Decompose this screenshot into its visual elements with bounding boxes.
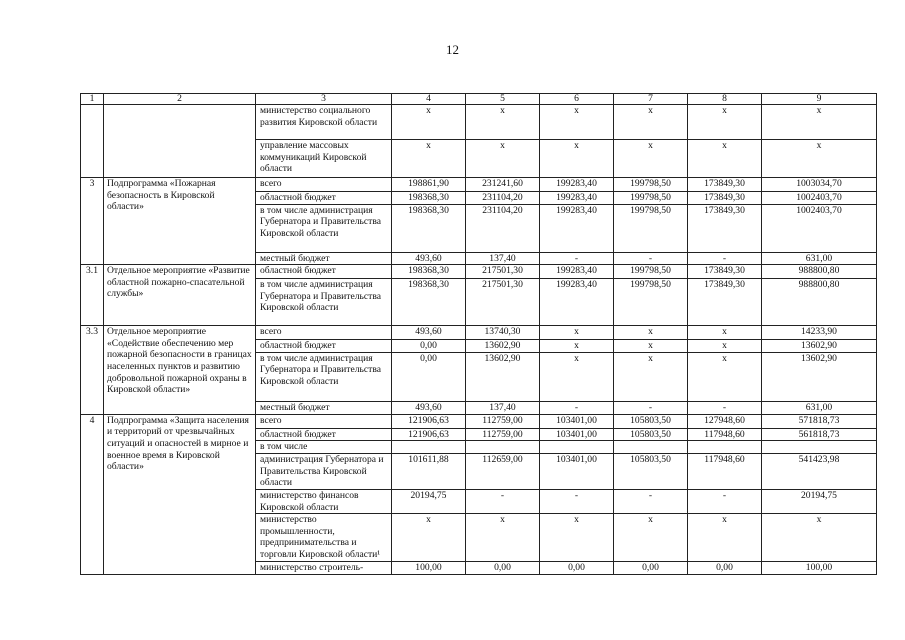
amount-cell: 13602,90 [762, 340, 877, 353]
table-row [81, 326, 877, 340]
funding-source-cell: местный бюджет [256, 401, 392, 414]
amount-cell: 13602,90 [466, 352, 540, 401]
table-row [81, 265, 877, 279]
header-cell: 3 [256, 94, 392, 105]
amount-cell: x [762, 105, 877, 140]
amount-cell: 112759,00 [466, 414, 540, 428]
amount-cell: 0,00 [392, 340, 466, 353]
amount-cell: 20194,75 [392, 489, 466, 513]
amount-cell: 0,00 [392, 352, 466, 401]
page-number: 12 [446, 42, 459, 57]
amount-cell: 631,00 [762, 252, 877, 265]
amount-cell: x [614, 140, 688, 178]
amount-cell: 137,40 [466, 401, 540, 414]
amount-cell: 199798,50 [614, 279, 688, 326]
amount-cell: 493,60 [392, 252, 466, 265]
funding-source-cell: в том числе администрация Губернатора и Правительства Кировской области [256, 279, 392, 326]
amount-cell: x [392, 140, 466, 178]
amount-cell: 988800,80 [762, 279, 877, 326]
amount-cell: 199283,40 [540, 265, 614, 279]
amount-cell: 173849,30 [688, 265, 762, 279]
amount-cell: 100,00 [762, 562, 877, 575]
funding-source-cell: областной бюджет [256, 428, 392, 441]
amount-cell: 199798,50 [614, 265, 688, 279]
amount-cell: x [614, 326, 688, 340]
amount-cell: x [540, 140, 614, 178]
header-cell: 4 [392, 94, 466, 105]
header-cell: 9 [762, 94, 877, 105]
amount-cell: 631,00 [762, 401, 877, 414]
amount-cell: 541423,98 [762, 453, 877, 489]
amount-cell: - [540, 489, 614, 513]
amount-cell: x [762, 514, 877, 562]
amount-cell: 198861,90 [392, 178, 466, 192]
amount-cell: 1002403,70 [762, 192, 877, 205]
amount-cell: 199283,40 [540, 192, 614, 205]
table-row [81, 178, 877, 192]
amount-cell: 112659,00 [466, 453, 540, 489]
amount-cell: 493,60 [392, 401, 466, 414]
amount-cell: - [614, 401, 688, 414]
funding-source-cell: областной бюджет [256, 192, 392, 205]
funding-source-cell: областной бюджет [256, 340, 392, 353]
amount-cell: x [688, 352, 762, 401]
funding-source-cell: всего [256, 414, 392, 428]
amount-cell: 198368,30 [392, 279, 466, 326]
amount-cell: 199283,40 [540, 204, 614, 252]
funding-source-cell: администрация Губернатора и Правительства Кировской области [256, 453, 392, 489]
funding-source-cell: местный бюджет [256, 252, 392, 265]
amount-cell: 14233,90 [762, 326, 877, 340]
amount-cell: 173849,30 [688, 204, 762, 252]
amount-cell: 1003034,70 [762, 178, 877, 192]
funding-source-cell: министерство строитель- [256, 562, 392, 575]
amount-cell: x [466, 105, 540, 140]
amount-cell: 13740,30 [466, 326, 540, 340]
header-cell: 8 [688, 94, 762, 105]
amount-cell: 199798,50 [614, 204, 688, 252]
amount-cell: 199798,50 [614, 192, 688, 205]
funding-source-cell: министерство финансов Кировской области [256, 489, 392, 513]
header-row [81, 94, 877, 105]
program-name-cell [104, 105, 256, 178]
amount-cell: x [614, 105, 688, 140]
amount-cell: 137,40 [466, 252, 540, 265]
amount-cell: 20194,75 [762, 489, 877, 513]
funding-source-cell: министерство промышленности, предпринимательства и торговли Кировской области¹ [256, 514, 392, 562]
header-cell: 6 [540, 94, 614, 105]
amount-cell: x [466, 140, 540, 178]
funding-source-cell: всего [256, 326, 392, 340]
amount-cell: 100,00 [392, 562, 466, 575]
amount-cell: x [688, 340, 762, 353]
amount-cell: x [466, 514, 540, 562]
amount-cell: 231104,20 [466, 204, 540, 252]
amount-cell: x [688, 140, 762, 178]
amount-cell [614, 441, 688, 454]
funding-source-cell: всего [256, 178, 392, 192]
amount-cell: 127948,60 [688, 414, 762, 428]
amount-cell: 117948,60 [688, 453, 762, 489]
amount-cell: 217501,30 [466, 265, 540, 279]
amount-cell: x [688, 326, 762, 340]
amount-cell: 0,00 [466, 562, 540, 575]
amount-cell: 561818,73 [762, 428, 877, 441]
amount-cell: - [466, 489, 540, 513]
amount-cell: 199283,40 [540, 279, 614, 326]
amount-cell: 0,00 [614, 562, 688, 575]
amount-cell: 112759,00 [466, 428, 540, 441]
amount-cell: x [614, 514, 688, 562]
amount-cell: 199283,40 [540, 178, 614, 192]
amount-cell: 121906,63 [392, 414, 466, 428]
amount-cell: - [688, 401, 762, 414]
amount-cell: 103401,00 [540, 414, 614, 428]
amount-cell: x [614, 352, 688, 401]
row-number-cell: 3.3 [81, 326, 104, 415]
amount-cell [688, 441, 762, 454]
amount-cell: 173849,30 [688, 279, 762, 326]
amount-cell: x [540, 326, 614, 340]
funding-source-cell: в том числе [256, 441, 392, 454]
amount-cell: x [688, 514, 762, 562]
amount-cell: x [540, 105, 614, 140]
amount-cell: x [688, 105, 762, 140]
amount-cell: 173849,30 [688, 178, 762, 192]
amount-cell: 121906,63 [392, 428, 466, 441]
amount-cell [392, 441, 466, 454]
amount-cell: - [688, 489, 762, 513]
amount-cell: 988800,80 [762, 265, 877, 279]
header-cell: 5 [466, 94, 540, 105]
program-name-cell: Подпрограмма «Защита населения и территорий от чрезвычайных ситуаций и опасностей в мирное и военное время в Кировской области» [104, 414, 256, 574]
amount-cell: 198368,30 [392, 192, 466, 205]
amount-cell: 199798,50 [614, 178, 688, 192]
amount-cell [762, 441, 877, 454]
amount-cell: 105803,50 [614, 414, 688, 428]
header-cell: 1 [81, 94, 104, 105]
amount-cell: x [540, 352, 614, 401]
amount-cell: 217501,30 [466, 279, 540, 326]
program-name-cell: Отдельное мероприятие «Содействие обеспечению мер пожарной безопасности в границах населенных пунктов и развитию добровольной пожарной охраны в Кировской области» [104, 326, 256, 415]
amount-cell: 103401,00 [540, 428, 614, 441]
amount-cell [540, 441, 614, 454]
amount-cell: x [392, 514, 466, 562]
budget-table [80, 93, 877, 575]
funding-source-cell: министерство социального развития Кировской области [256, 105, 392, 140]
amount-cell: 117948,60 [688, 428, 762, 441]
amount-cell: - [540, 252, 614, 265]
row-number-cell: 3 [81, 178, 104, 265]
amount-cell: 103401,00 [540, 453, 614, 489]
amount-cell: x [762, 140, 877, 178]
table-row [81, 105, 877, 140]
funding-source-cell: управление массовых коммуникаций Кировской области [256, 140, 392, 178]
amount-cell: x [614, 340, 688, 353]
amount-cell: 198368,30 [392, 204, 466, 252]
funding-source-cell: областной бюджет [256, 265, 392, 279]
amount-cell: 105803,50 [614, 428, 688, 441]
amount-cell: 0,00 [688, 562, 762, 575]
amount-cell: 101611,88 [392, 453, 466, 489]
amount-cell: 13602,90 [466, 340, 540, 353]
amount-cell: 198368,30 [392, 265, 466, 279]
amount-cell: - [614, 489, 688, 513]
amount-cell: - [614, 252, 688, 265]
header-cell: 7 [614, 94, 688, 105]
program-name-cell: Подпрограмма «Пожарная безопасность в Кировской области» [104, 178, 256, 265]
amount-cell: 173849,30 [688, 192, 762, 205]
amount-cell: x [540, 514, 614, 562]
amount-cell: 0,00 [540, 562, 614, 575]
amount-cell: x [392, 105, 466, 140]
amount-cell: 1002403,70 [762, 204, 877, 252]
row-number-cell [81, 105, 104, 178]
program-name-cell: Отдельное мероприятие «Развитие областной пожарно-спасательной службы» [104, 265, 256, 326]
amount-cell: x [540, 340, 614, 353]
amount-cell: 13602,90 [762, 352, 877, 401]
table-row [81, 414, 877, 428]
amount-cell: 231104,20 [466, 192, 540, 205]
amount-cell: - [688, 252, 762, 265]
header-cell: 2 [104, 94, 256, 105]
amount-cell: 571818,73 [762, 414, 877, 428]
amount-cell: 105803,50 [614, 453, 688, 489]
row-number-cell: 4 [81, 414, 104, 574]
amount-cell: 493,60 [392, 326, 466, 340]
amount-cell: - [540, 401, 614, 414]
funding-source-cell: в том числе администрация Губернатора и Правительства Кировской области [256, 352, 392, 401]
row-number-cell: 3.1 [81, 265, 104, 326]
amount-cell [466, 441, 540, 454]
funding-source-cell: в том числе администрация Губернатора и Правительства Кировской области [256, 204, 392, 252]
amount-cell: 231241,60 [466, 178, 540, 192]
